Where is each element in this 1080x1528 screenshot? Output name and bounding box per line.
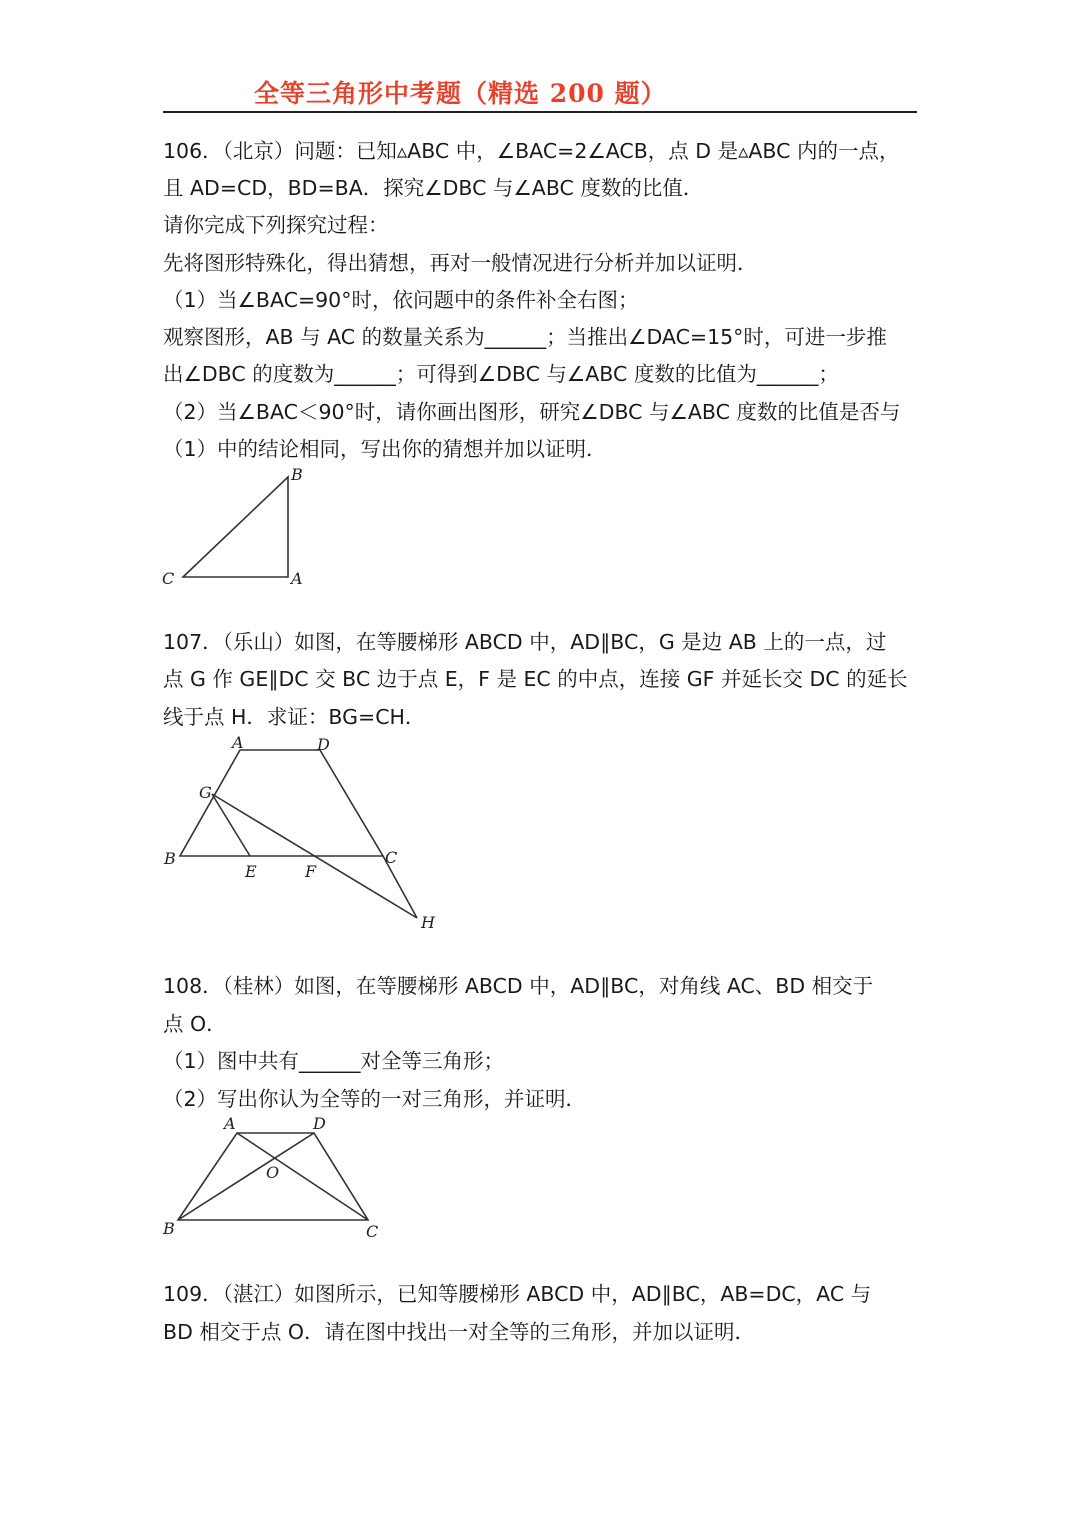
- label-b: B: [163, 1219, 175, 1238]
- label-h: H: [421, 913, 435, 932]
- label-f: F: [305, 862, 317, 881]
- problem-text-line: （1）图中共有______对全等三角形；: [163, 1049, 505, 1073]
- problem-text-line: BD 相交于点 O．请在图中找出一对全等的三角形，并加以证明．: [163, 1320, 756, 1344]
- triangle-abc: [183, 477, 288, 577]
- diagonal-ac: [237, 1133, 368, 1220]
- problem-text-line: 109．（湛江）如图所示，已知等腰梯形 ABCD 中，AD∥BC，AB=DC，AC 与: [163, 1282, 872, 1306]
- problem-text-line: 108．（桂林）如图，在等腰梯形 ABCD 中，AD∥BC，对角线 AC、BD 相交于: [163, 974, 874, 998]
- label-b: B: [291, 465, 303, 484]
- problem-text-line: 107．（乐山）如图，在等腰梯形 ABCD 中，AD∥BC，G 是边 AB 上的一点，过: [163, 630, 887, 654]
- label-d: D: [317, 735, 330, 754]
- label-b: B: [164, 849, 176, 868]
- label-a: A: [224, 1114, 236, 1133]
- label-g: G: [199, 783, 212, 802]
- title-underline: [163, 111, 917, 113]
- label-c: C: [366, 1222, 379, 1241]
- trapezoid-abcd: [180, 750, 383, 856]
- problem-text-line: 点 G 作 GE∥DC 交 BC 边于点 E，F 是 EC 的中点，连接 GF 并延长交 DC 的延长: [163, 667, 908, 691]
- trapezoid-figure-108: [150, 1110, 390, 1245]
- problem-text-line: （1）当∠BAC=90°时，依问题中的条件补全右图；: [163, 288, 639, 312]
- problem-text-line: 先将图形特殊化，得出猜想，再对一般情况进行分析并加以证明．: [163, 251, 758, 275]
- triangle-figure-106: [150, 460, 330, 600]
- label-d: D: [313, 1114, 326, 1133]
- problem-text-line: 点 O．: [163, 1012, 227, 1036]
- problem-text-line: 线于点 H．求证：BG=CH．: [163, 705, 426, 729]
- label-o: O: [266, 1163, 280, 1182]
- diagonal-bd: [178, 1133, 314, 1220]
- label-c: C: [385, 848, 398, 867]
- problem-text-line: 请你完成下列探究过程：: [163, 213, 389, 237]
- document-title: 全等三角形中考题（精选 200 题）: [254, 79, 667, 108]
- label-e: E: [245, 862, 257, 881]
- trapezoid-figure-107: [150, 730, 450, 940]
- segment-ge: [212, 794, 250, 856]
- problem-text-line: （2）当∠BAC＜90°时，请你画出图形，研究∠DBC 与∠ABC 度数的比值是否与: [163, 400, 901, 424]
- problem-text-line: 且 AD=CD，BD=BA．探究∠DBC 与∠ABC 度数的比值．: [163, 176, 704, 200]
- problem-text-line: （1）中的结论相同，写出你的猜想并加以证明．: [163, 437, 607, 461]
- problem-text-line: （2）写出你认为全等的一对三角形，并证明．: [163, 1087, 587, 1111]
- label-c: C: [162, 569, 175, 588]
- problem-text-line: 观察图形，AB 与 AC 的数量关系为______；当推出∠DAC=15°时，可进一步推: [163, 325, 887, 349]
- problem-text-line: 106．（北京）问题：已知▵ABC 中，∠BAC=2∠ACB，点 D 是▵ABC 内的一点，: [163, 139, 900, 163]
- label-a: A: [291, 569, 303, 588]
- problem-text-line: 出∠DBC 的度数为______；可得到∠DBC 与∠ABC 度数的比值为______；: [163, 362, 839, 386]
- label-a: A: [232, 733, 244, 752]
